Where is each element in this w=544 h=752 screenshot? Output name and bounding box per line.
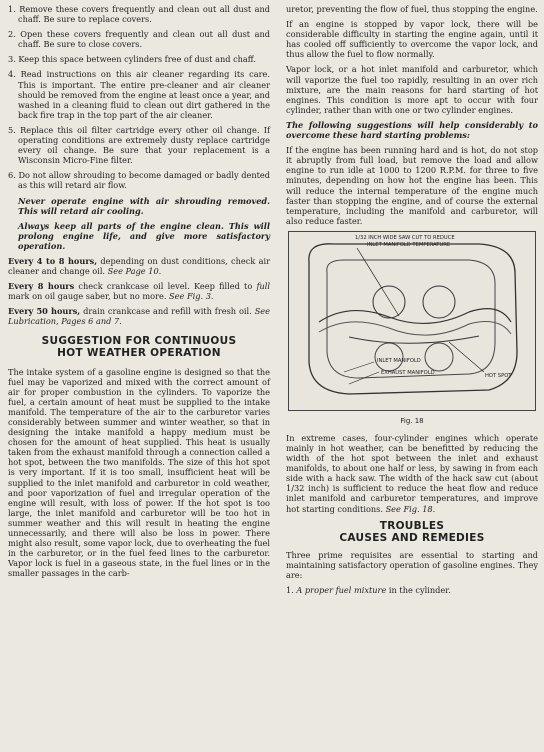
list-item: 5. Replace this oil filter cartridge every other oil change. If operating conditions are extremely dusty replace cartridge every oil change. Be sure that your replacement is a Wisconsin Micro-Fine filter. [8,124,270,166]
label-saw-cut-2: INLET MANIFOLD TEMPERATURE [367,241,451,248]
schedule-8-hours [8,281,270,301]
paragraph: If the engine has been running hard and is hot, do not stop it abruptly from full load, but remove the load and allow engine to run idle at 1000 to 1200 R.P.M. for three to five minutes, depending on how hot the engine has been. This will reduce the internal temperature of the engine much faster than stopping the engine, and of course the external temperature, including the manifold and carburetor, will also reduce faster. [286,145,538,226]
paragraph: Three prime requisites are essential to starting and maintaining satisfactory operation of gasoline engines. They are: [286,549,538,580]
label-saw-cut: 1/32 INCH WIDE SAW CUT TO REDUCE [355,234,455,241]
suggestion-lead: The following suggestions will help considerably to overcome these hard starting problems: [286,119,538,141]
right-column [286,4,538,600]
heading-line: TROUBLES [379,519,445,532]
figure-18-manifold-diagram [288,231,536,411]
requisite-number: 1. [286,584,297,595]
figure-caption: Fig. 18 [400,416,424,425]
schedule-full: full [256,281,271,292]
schedule-4-8-hours [8,256,270,276]
requisite-term: A proper fuel mixture [296,584,387,595]
manifold-illustration [289,232,535,410]
heading-line: CAUSES AND REMEDIES [339,531,485,544]
paragraph: Vapor lock, or a hot inlet manifold and carburetor, which will vaporize the fuel too rapidly, resulting in an over rich mixture, are the main reasons for hard starting of hot engines. This condition is more apt to occur with four cylinder, rather than with one or two cylinder engines. [286,64,538,115]
paragraph: uretor, preventing the flow of fuel, thus stopping the engine. [286,4,538,14]
hot-weather-paragraph: The intake system of a gasoline engine is designed so that the fuel may be vaporized and mixed with the correct amount of air for proper combustion in the cylinders. To vaporize the fuel, a certain amount of heat must be supplied to the intake manifold. The temperature of the air to the carburetor varies considerably between summer and winter weather, so that in designing the intake manifold a happy medium must be chosen for the amount of heat supplied. This heat is usually taken from the exhaust manifold through a connection called a hot spot, between the two manifolds. The size of this hot spot is very important. If it is too small, insufficient heat will be supplied to the inlet manifold and carburetor in cold weather, and poor vaporization of fuel and irregular operation of the engine will result, with loss of power. If the hot spot is too large, the inlet manifold and carburetor will be too hot in summer weather and this will result in heating the engine unnecessarily, and there will also be loss in power. There might also result, some vapor lock, due to overheating the fuel in the carburetor, or in the fuel feed lines to the carburetor. Vapor lock is fuel in a gaseous state, in the fuel lines or in the smaller passages in the carb- [8,366,270,579]
schedule-text: depending on dust conditions, check air cleaner and change oil. [8,255,270,277]
schedule-ref: See Fig. 3. [169,291,214,302]
list-item: 6. Do not allow shrouding to become damaged or badly dented as this will retard air flow. [8,170,270,191]
left-column [8,4,270,584]
list-item: 4. Read instructions on this air cleaner regarding its care. This is important. The entire pre-cleaner and air cleaner should be removed from the engine at least once a year, and washed in a cleaning fluid to clean out dirt gathered in the back fire trap in the top part of the air cleaner. [8,69,270,120]
figure-ref: See Fig. 18. [385,503,436,514]
warning-clean: Always keep all parts of the engine clean. This will prolong engine life, and give more satisfactory operation. [18,220,270,251]
list-item: 3. Keep this space between cylinders free of dust and chaff. [8,54,256,65]
label-inlet-manifold: INLET MANIFOLD [377,357,421,364]
warning-shroud: Never operate engine with air shrouding removed. This will retard air cooling. [18,195,270,216]
heading-line: SUGGESTION FOR CONTINUOUS [41,334,237,347]
schedule-text: check crankcase oil level. Keep filled to [74,281,257,292]
paragraph-extreme-cases [286,433,538,514]
schedule-text2: mark on oil gauge saber, but no more. [8,291,170,302]
heading-line: HOT WEATHER OPERATION [57,346,221,359]
schedule-ref: See Lubrication, Pages 6 and 7. [8,306,270,327]
schedule-lead: Every 50 hours, [8,306,81,317]
label-exhaust-manifold: EXHAUST MANIFOLD [381,369,435,376]
requisite-item [286,585,538,595]
schedule-ref: See Page 10. [107,266,162,277]
list-item: 1. Remove these covers frequently and clean out all dust and chaff. Be sure to replace covers. [8,4,270,25]
list-item: 2. Open these covers frequently and clean out all dust and chaff. Be sure to close covers. [8,29,270,50]
paragraph: If an engine is stopped by vapor lock, there will be considerable difficulty in starting the engine again, until it has cooled off sufficiently to overcome the vapor lock, and thus allow the fuel to flow normally. [286,19,538,60]
schedule-50-hours [8,306,270,326]
section-heading-troubles [286,520,538,544]
label-hot-spot: HOT SPOT [485,372,512,379]
requisite-tail: in the cylinder. [386,584,451,595]
schedule-text: drain crankcase and refill with fresh oil. [80,306,255,317]
section-heading-hot-weather [8,335,270,359]
schedule-lead: Every 4 to 8 hours, [8,255,98,266]
schedule-lead: Every 8 hours [8,281,75,292]
paragraph-text: In extreme cases, four-cylinder engines which operate mainly in hot weather, can be benefitted by reducing the width of the hot spot between the inlet and exhaust manifolds, to about one half or less, by sawing in from each side with a hack saw. The width of the hack saw cut (about 1/32 inch) is sufficient to reduce the heat flow and reduce inlet manifold and carburetor temperatures, and improve hot starting conditions. [286,432,538,514]
